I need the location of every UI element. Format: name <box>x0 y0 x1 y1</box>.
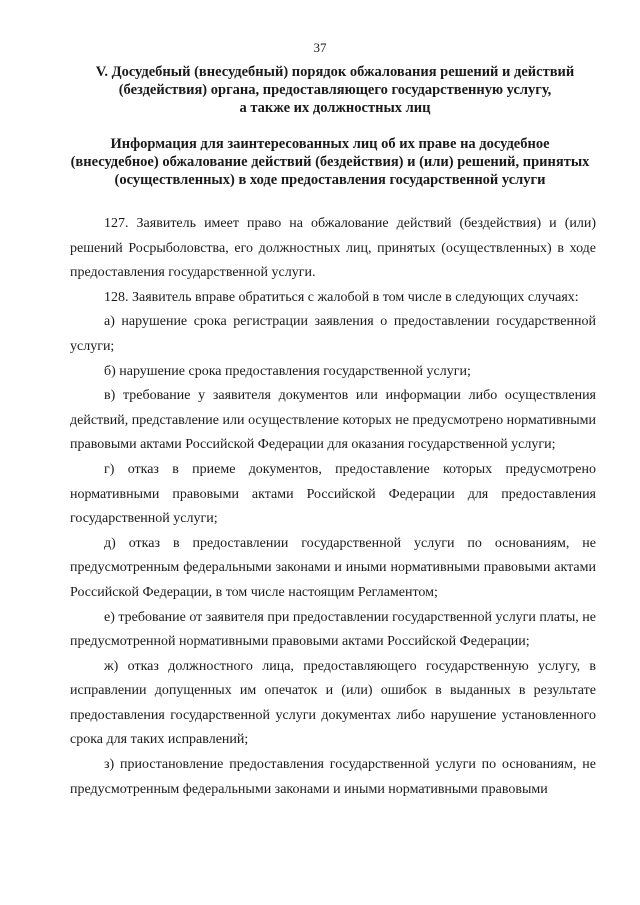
subheading-line-2: (внесудебное) обжалование действий (бездействия) и (или) решений, принятых <box>70 154 590 170</box>
page-number: 37 <box>313 40 327 55</box>
document-body <box>70 212 596 802</box>
list-item-g: г) отказ в приеме документов, предоставление которых предусмотрено нормативными правовыми актами Российской Федерации для предоставления государственной услуги; <box>70 461 596 527</box>
paragraph-128: 128. Заявитель вправе обратиться с жалобой в том числе в следующих случаях: <box>104 289 579 305</box>
list-item-v: в) требование у заявителя документов или информации либо осуществления действий, представление или осуществление которых не предусмотрено нормативными правовыми актами Российской Федерации для оказания государственной услуги; <box>70 388 596 453</box>
subheading-line-1: Информация для заинтересованных лиц об их праве на досудебное <box>110 136 550 152</box>
list-item-e: е) требование от заявителя при предоставлении государственной услуги платы, не предусмотренной нормативными правовыми актами Российской Федерации; <box>70 609 596 650</box>
list-item-zh: ж) отказ должностного лица, предоставляющего государственную услугу, в исправлении допущенных им опечаток и (или) ошибок в выданных в результате предоставления государственной услуги документах либо нарушение установленного срока для таких исправлений; <box>70 658 596 748</box>
list-item-z: з) приостановление предоставления государственной услуги по основаниям, не предусмотренным федеральными законами и иными нормативными правовыми <box>70 757 596 797</box>
section-heading <box>70 63 600 117</box>
list-item-a: а) нарушение срока регистрации заявления о предоставлении государственной услуги; <box>70 314 596 354</box>
subheading-line-3: (осуществленных) в ходе предоставления государственной услуги <box>114 172 546 188</box>
section-heading-line-3: а также их должностных лиц <box>239 100 431 116</box>
section-heading-line-2: (бездействия) органа, предоставляющего государственную услугу, <box>118 82 552 98</box>
subheading <box>60 135 600 189</box>
list-item-d: д) отказ в предоставлении государственной услуги по основаниям, не предусмотренным федеральными законами и иными нормативными правовыми актами Российской Федерации, в том числе настоящим Регламентом; <box>70 535 596 600</box>
section-heading-line-1: V. Досудебный (внесудебный) порядок обжалования решений и действий <box>95 64 575 80</box>
list-item-b: б) нарушение срока предоставления государственной услуги; <box>104 363 471 379</box>
paragraph-127: 127. Заявитель имеет право на обжалование действий (бездействия) и (или) решений Росрыболовства, его должностных лиц, принятых (осуществленных) в ходе предоставления государственной услуги. <box>70 216 596 281</box>
